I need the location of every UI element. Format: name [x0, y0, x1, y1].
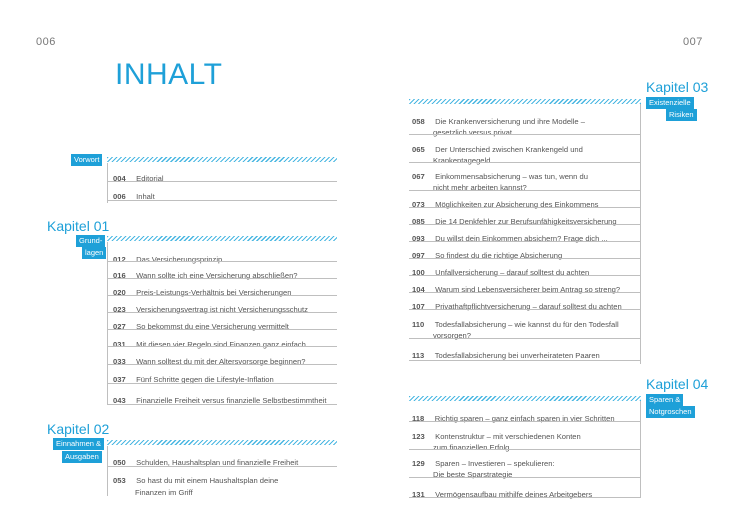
- toc-entry-title: Todesfallabsicherung bei unverheirateten Paaren: [434, 351, 600, 360]
- toc-entry-title: Kontenstruktur – mit verschiedenen Konten: [435, 432, 581, 441]
- divider: [409, 134, 640, 135]
- toc-entry-title-line2: nicht mehr arbeiten kannst?: [433, 183, 527, 192]
- toc-page-number: 016: [113, 271, 126, 280]
- chapter-04-hatch-bar: [409, 396, 641, 401]
- toc-entry-title: Möglichkeiten zur Absicherung des Einkommens: [435, 200, 599, 209]
- toc-entry-title: So hast du mit einem Haushaltsplan deine: [136, 476, 279, 485]
- toc-entry-continuation: [135, 482, 193, 500]
- toc-entry: [113, 299, 308, 317]
- toc-entry: [113, 265, 298, 283]
- divider: [107, 312, 337, 313]
- toc-entry-title: Du willst dein Einkommen absichern? Frage dich ...: [435, 234, 608, 243]
- toc-entry-continuation: [433, 325, 471, 343]
- divider: [409, 162, 640, 163]
- toc-entry-continuation: [433, 464, 512, 482]
- toc-entry: [113, 452, 298, 470]
- toc-entry: [113, 351, 306, 369]
- divider: [409, 190, 640, 191]
- toc-page-number: 067: [412, 172, 425, 181]
- left-page-number: 006: [36, 36, 56, 48]
- toc-entry-title: Richtig sparen – ganz einfach sparen in vier Schritten: [434, 414, 615, 423]
- divider: [409, 207, 640, 208]
- toc-page-number: 058: [412, 117, 425, 126]
- chapter-01-vertical-rule: [107, 242, 108, 404]
- toc-page-number: 033: [113, 357, 126, 366]
- toc-entry-title: Sparen – Investieren – spekulieren:: [435, 459, 555, 468]
- toc-page-number: 031: [113, 340, 126, 349]
- toc-entry-title: Vermögensaufbau mithilfe deines Arbeitgebers: [435, 490, 593, 499]
- toc-entry-title: Die Krankenversicherung und ihre Modelle –: [435, 117, 585, 126]
- toc-page-number: 027: [113, 322, 126, 331]
- toc-page-number: 037: [113, 375, 126, 384]
- toc-entry-title-line2: Krankentagegeld: [433, 156, 491, 165]
- chapter-01-badge-line1: Grund-: [76, 235, 105, 247]
- toc-entry-title: Schulden, Haushaltsplan und finanzielle Freiheit: [136, 458, 299, 467]
- toc-entry: [412, 296, 622, 314]
- toc-entry-title: Die 14 Denkfehler zur Berufsunfähigkeitsversicherung: [435, 217, 617, 226]
- divider: [409, 497, 640, 498]
- toc-entry: [412, 245, 562, 263]
- divider: [409, 477, 640, 478]
- toc-page-number: 043: [113, 396, 126, 405]
- toc-page-number: 093: [412, 234, 425, 243]
- divider: [409, 275, 640, 276]
- toc-entry-title: Editorial: [136, 174, 164, 183]
- divider: [409, 449, 640, 450]
- toc-entry: [412, 228, 608, 246]
- divider: [409, 309, 640, 310]
- vorwort-badge: Vorwort: [71, 154, 102, 166]
- chapter-04-badge-line1: Sparen &: [646, 394, 683, 406]
- toc-entry-title: Warum sind Lebensversicherer beim Antrag so streng?: [435, 285, 621, 294]
- toc-page-number: 053: [113, 476, 126, 485]
- toc-entry: [412, 484, 592, 502]
- divider: [409, 241, 640, 242]
- divider: [409, 338, 640, 339]
- toc-entry-title-line2: Die beste Sparstrategie: [433, 470, 513, 479]
- chapter-01-heading: Kapitel 01: [47, 218, 110, 234]
- divider: [409, 421, 640, 422]
- divider: [107, 346, 337, 347]
- toc-page-number: 023: [113, 305, 126, 314]
- toc-entry-title: Mit diesen vier Regeln sind Finanzen ganz einfach: [136, 340, 306, 349]
- toc-entry-title: Finanzielle Freiheit versus finanzielle Selbstbestimmtheit: [136, 396, 327, 405]
- toc-page-number: 104: [412, 285, 425, 294]
- divider: [107, 278, 337, 279]
- toc-entry-title: So findest du die richtige Absicherung: [435, 251, 563, 260]
- toc-entry-title: Preis-Leistungs-Verhältnis bei Versicherungen: [136, 288, 292, 297]
- divider: [107, 200, 337, 201]
- toc-entry: [113, 390, 326, 408]
- chapter-02-heading: Kapitel 02: [47, 421, 110, 437]
- chapter-03-badge-line2: Risiken: [666, 109, 697, 121]
- toc-entry: [113, 186, 155, 204]
- page-title: INHALT: [115, 58, 223, 91]
- toc-entry: [113, 168, 164, 186]
- toc-page-number: 107: [412, 302, 425, 311]
- chapter-04-badge-line2: Notgroschen: [646, 406, 695, 418]
- toc-entry: [113, 369, 274, 387]
- toc-entry: [412, 262, 589, 280]
- chapter-04-vertical-rule: [640, 401, 641, 498]
- toc-entry-title: Wann sollte ich eine Versicherung abschließen?: [136, 271, 298, 280]
- toc-page-number: 006: [113, 192, 126, 201]
- divider: [107, 466, 337, 467]
- toc-entry-title: Einkommensabsicherung – was tun, wenn du: [435, 172, 588, 181]
- toc-entry: [412, 408, 615, 426]
- toc-page-number: 100: [412, 268, 425, 277]
- toc-entry-title-line2: gesetzlich versus privat: [433, 128, 512, 137]
- divider: [107, 404, 337, 405]
- toc-entry-title: Inhalt: [136, 192, 155, 201]
- toc-page-number: 118: [412, 414, 425, 423]
- chapter-03-hatch-bar: [409, 99, 641, 104]
- divider: [409, 258, 640, 259]
- divider: [409, 360, 640, 361]
- chapter-02-hatch-bar: [107, 440, 337, 445]
- divider: [107, 364, 337, 365]
- divider: [107, 261, 337, 262]
- divider: [107, 383, 337, 384]
- toc-entry: [113, 316, 289, 334]
- chapter-03-heading: Kapitel 03: [646, 79, 709, 95]
- chapter-01-badge-line2: lagen: [82, 247, 106, 259]
- chapter-02-badge-line1: Einnahmen &: [53, 438, 104, 450]
- toc-entry-continuation: [433, 177, 527, 195]
- toc-page-number: 129: [412, 459, 425, 468]
- toc-entry-title: Das Versicherungsprinzip: [136, 255, 223, 264]
- toc-entry: [412, 279, 620, 297]
- toc-page-number: 004: [113, 174, 126, 183]
- toc-entry-title: Wann solltest du mit der Altersvorsorge beginnen?: [136, 357, 306, 366]
- toc-page-number: 073: [412, 200, 425, 209]
- toc-entry-title: Unfallversicherung – darauf solltest du achten: [435, 268, 590, 277]
- toc-entry-continuation: [433, 122, 512, 140]
- divider: [107, 181, 337, 182]
- toc-page-number: 085: [412, 217, 425, 226]
- toc-entry-title: So bekommst du eine Versicherung vermittelt: [136, 322, 289, 331]
- toc-page-number: 110: [412, 320, 425, 329]
- divider: [107, 329, 337, 330]
- vorwort-vertical-rule: [107, 163, 108, 203]
- toc-entry-title-line2: Finanzen im Griff: [135, 488, 193, 497]
- toc-page-number: 097: [412, 251, 425, 260]
- divider: [409, 292, 640, 293]
- toc-entry-title: Fünf Schritte gegen die Lifestyle-Inflation: [136, 375, 274, 384]
- toc-entry-title-line2: zum finanziellen Erfolg: [433, 443, 510, 452]
- toc-entry-title: Der Unterschied zwischen Krankengeld und: [435, 145, 583, 154]
- toc-entry: [412, 211, 617, 229]
- toc-page-number: 113: [412, 351, 425, 360]
- divider: [107, 295, 337, 296]
- chapter-03-vertical-rule: [640, 104, 641, 364]
- toc-page-number: 012: [113, 255, 126, 264]
- toc-entry-title: Versicherungsvertrag ist nicht Versicherungsschutz: [136, 305, 308, 314]
- divider: [409, 224, 640, 225]
- toc-page-number: 065: [412, 145, 425, 154]
- toc-entry: [113, 334, 306, 352]
- toc-entry-title: Privathaftpflichtversicherung – darauf solltest du achten: [435, 302, 622, 311]
- toc-page-number: 131: [412, 490, 425, 499]
- chapter-01-hatch-bar: [107, 236, 337, 241]
- toc-entry: [113, 282, 291, 300]
- toc-entry-title-line2: vorsorgen?: [433, 331, 471, 340]
- right-page-number: 007: [683, 36, 703, 48]
- chapter-04-heading: Kapitel 04: [646, 376, 709, 392]
- toc-page-number: 123: [412, 432, 425, 441]
- vorwort-hatch-bar: [107, 157, 337, 162]
- toc-entry-title: Todesfallabsicherung – wie kannst du für den Todesfall: [434, 320, 619, 329]
- chapter-02-badge-line2: Ausgaben: [62, 451, 102, 463]
- toc-entry: [412, 194, 598, 212]
- chapter-03-badge-line1: Existenzielle: [646, 97, 694, 109]
- chapter-02-vertical-rule: [107, 446, 108, 496]
- toc-page-number: 020: [113, 288, 126, 297]
- toc-page-number: 050: [113, 458, 126, 467]
